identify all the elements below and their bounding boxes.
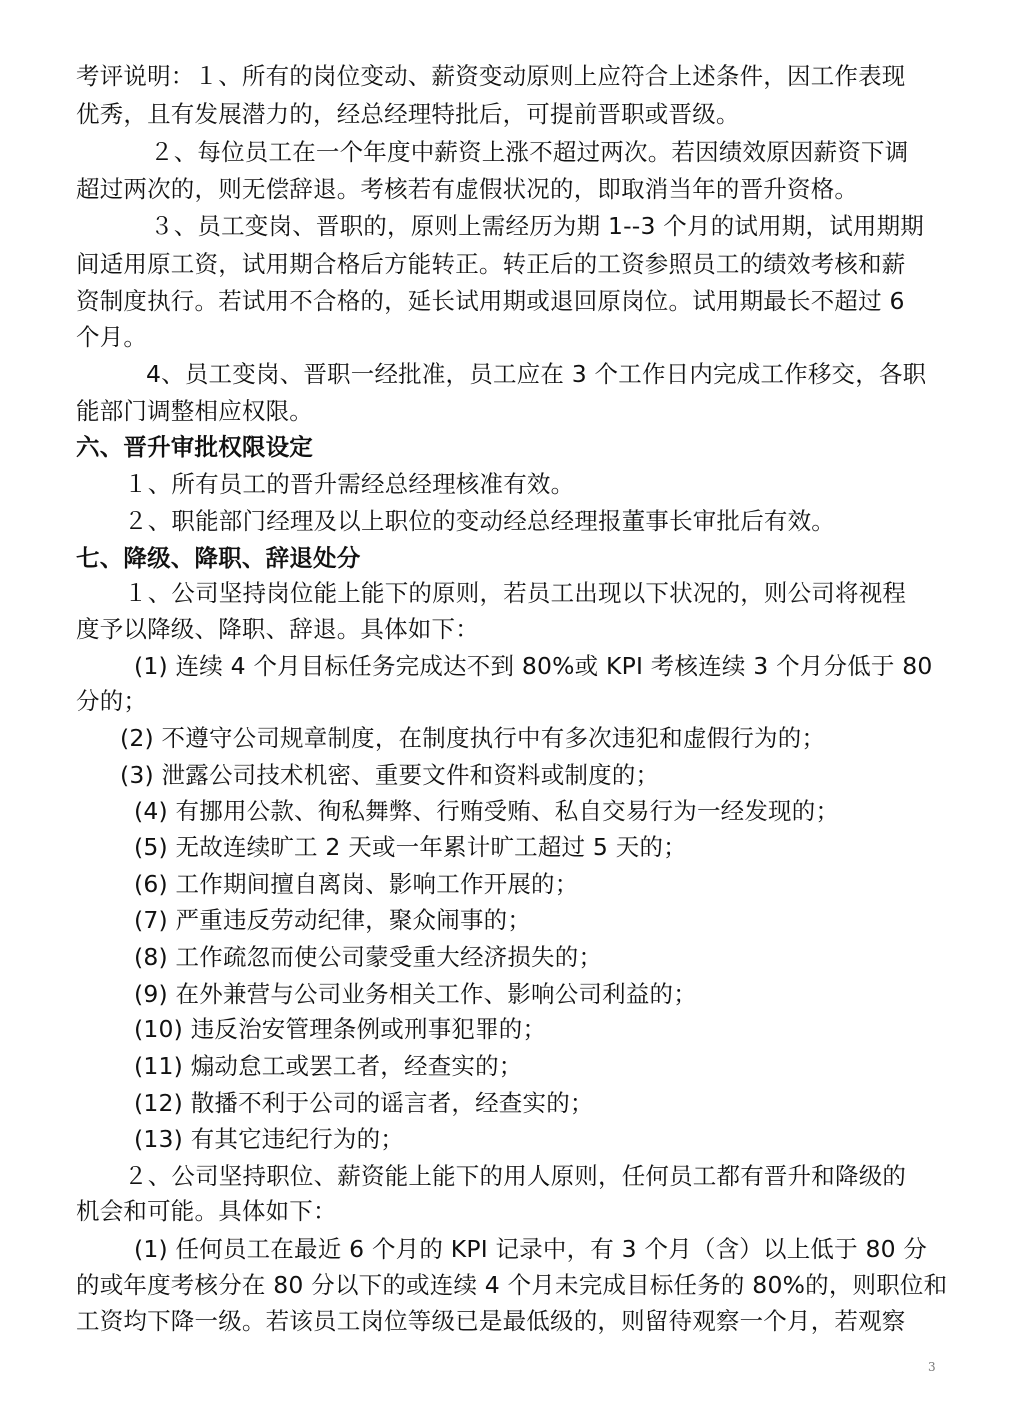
list-item: (13) 有其它违纪行为的； bbox=[134, 1125, 405, 1153]
list-item: (6) 工作期间擅自离岗、影响工作开展的； bbox=[134, 870, 579, 898]
list-item: (4) 有挪用公款、徇私舞弊、行贿受贿、私自交易行为一经发现的； bbox=[134, 797, 840, 825]
text-line: 的或年度考核分在 80 分以下的或连续 4 个月未完成目标任务的 80%的，则职位和 bbox=[76, 1271, 948, 1299]
list-item: (5) 无故连续旷工 2 天或一年累计旷工超过 5 天的； bbox=[134, 833, 687, 861]
text-line: ２、职能部门经理及以上职位的变动经总经理报董事长审批后有效。 bbox=[124, 507, 835, 535]
text-line: 优秀，且有发展潜力的，经总经理特批后，可提前晋职或晋级。 bbox=[76, 100, 740, 128]
text-line: ２、每位员工在一个年度中薪资上涨不超过两次。若因绩效原因薪资下调 bbox=[150, 138, 909, 166]
text-line: 个月。 bbox=[76, 323, 148, 351]
section-heading: 七、降级、降职、辞退处分 bbox=[76, 544, 361, 572]
text-line: 间适用原工资，试用期合格后方能转正。转正后的工资参照员工的绩效考核和薪 bbox=[76, 250, 906, 278]
text-line: １、公司坚持岗位能上能下的原则，若员工出现以下状况的，则公司将视程 bbox=[124, 579, 907, 607]
text-line: 4、员工变岗、晋职一经批准，员工应在 3 个工作日内完成工作移交，各职 bbox=[146, 360, 927, 388]
list-item: (10) 违反治安管理条例或刑事犯罪的； bbox=[134, 1015, 547, 1043]
list-item: (1) 任何员工在最近 6 个月的 KPI 记录中，有 3 个月（含）以上低于 80 分 bbox=[134, 1235, 928, 1263]
text-line: 分的； bbox=[76, 687, 148, 715]
text-line: 超过两次的，则无偿辞退。考核若有虚假状况的，即取消当年的晋升资格。 bbox=[76, 175, 859, 203]
text-line: １、所有员工的晋升需经总经理核准有效。 bbox=[124, 470, 575, 498]
text-line: 能部门调整相应权限。 bbox=[76, 397, 313, 425]
list-item: (3) 泄露公司技术机密、重要文件和资料或制度的； bbox=[120, 761, 660, 789]
list-item: (11) 煽动怠工或罢工者，经查实的； bbox=[134, 1052, 523, 1080]
list-item: (1) 连续 4 个月目标任务完成达不到 80%或 KPI 考核连续 3 个月分低于 80 bbox=[134, 652, 933, 680]
text-line: 度予以降级、降职、辞退。具体如下： bbox=[76, 615, 479, 643]
text-line: 考评说明：１、所有的岗位变动、薪资变动原则上应符合上述条件，因工作表现 bbox=[76, 62, 906, 90]
list-item: (7) 严重违反劳动纪律，聚众闹事的； bbox=[134, 906, 532, 934]
text-line: ３、员工变岗、晋职的，原则上需经历为期 1--3 个月的试用期，试用期期 bbox=[150, 212, 925, 240]
text-line: ２、公司坚持职位、薪资能上能下的用人原则，任何员工都有晋升和降级的 bbox=[124, 1162, 907, 1190]
page-number: 3 bbox=[928, 1360, 936, 1374]
list-item: (9) 在外兼营与公司业务相关工作、影响公司利益的； bbox=[134, 980, 697, 1008]
list-item: (2) 不遵守公司规章制度，在制度执行中有多次违犯和虚假行为的； bbox=[120, 724, 826, 752]
list-item: (12) 散播不利于公司的谣言者，经查实的； bbox=[134, 1089, 594, 1117]
section-heading: 六、晋升审批权限设定 bbox=[76, 433, 313, 461]
text-line: 机会和可能。具体如下： bbox=[76, 1197, 337, 1225]
text-line: 工资均下降一级。若该员工岗位等级已是最低级的，则留待观察一个月，若观察 bbox=[76, 1307, 906, 1335]
list-item: (8) 工作疏忽而使公司蒙受重大经济损失的； bbox=[134, 943, 603, 971]
text-line: 资制度执行。若试用不合格的，延长试用期或退回原岗位。试用期最长不超过 6 bbox=[76, 287, 905, 315]
